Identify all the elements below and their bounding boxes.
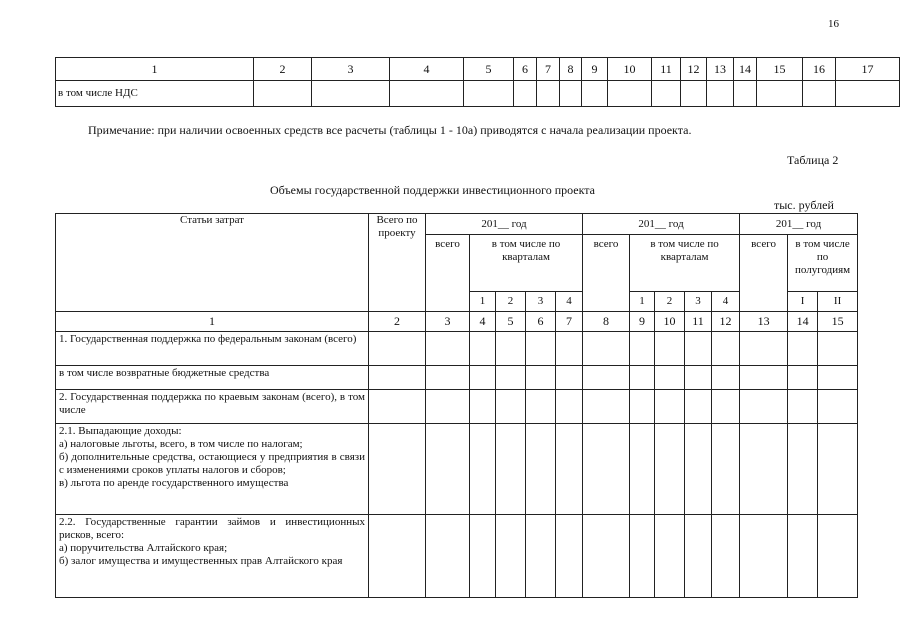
row-label: в том числе НДС [56, 81, 254, 107]
row-label-line: 1. Государственная поддержка по федеральным законам (всего) [59, 333, 357, 345]
table-cell [556, 390, 583, 424]
column-number-cell: 7 [556, 312, 583, 332]
table-cell [685, 332, 712, 366]
table-cell [426, 390, 470, 424]
table-cell [470, 332, 496, 366]
table-cell [496, 366, 526, 390]
table-cell [685, 515, 712, 598]
column-number-cell: 13 [707, 58, 734, 81]
header-by-quarters: в том числе по кварталам [470, 235, 583, 292]
column-number-cell: 7 [537, 58, 560, 81]
table-cell [630, 515, 655, 598]
table-cell [470, 424, 496, 515]
table-title: Объемы государственной поддержки инвестиционного проекта [270, 183, 595, 197]
header-year-3: 201__ год [740, 214, 858, 235]
table-1-header-row [56, 58, 900, 81]
column-number-cell: 5 [496, 312, 526, 332]
column-number-cell: 4 [390, 58, 464, 81]
table-cell [712, 390, 740, 424]
table-cell [655, 424, 685, 515]
column-number-cell: 15 [818, 312, 858, 332]
table-cell [312, 81, 390, 107]
header-total: всего [740, 235, 788, 312]
table-cell [526, 332, 556, 366]
table-cell [583, 515, 630, 598]
quarter-cell: 4 [712, 292, 740, 312]
quarter-cell: 3 [526, 292, 556, 312]
table-cell [496, 390, 526, 424]
row-label-line: б) залог имущества и имущественных прав Алтайского края [59, 555, 343, 567]
halfyear-cell: II [818, 292, 858, 312]
table-cell [526, 390, 556, 424]
row-label [56, 390, 369, 424]
table-cell [583, 390, 630, 424]
table-cell [712, 515, 740, 598]
column-number-cell: 14 [734, 58, 757, 81]
table-cell [630, 424, 655, 515]
table-row [56, 332, 858, 366]
table-cell [788, 390, 818, 424]
column-number-cell: 1 [56, 58, 254, 81]
table-cell [740, 332, 788, 366]
column-number-cell: 12 [712, 312, 740, 332]
column-number-cell: 3 [426, 312, 470, 332]
table-cell [556, 332, 583, 366]
table-cell [818, 390, 858, 424]
table-cell [514, 81, 537, 107]
table-cell [526, 424, 556, 515]
table-cell [685, 366, 712, 390]
table-cell [788, 515, 818, 598]
table-cell [757, 81, 803, 107]
table-cell [818, 366, 858, 390]
quarter-cell: 1 [470, 292, 496, 312]
table-cell [788, 424, 818, 515]
header-year-1: 201__ год [426, 214, 583, 235]
table-cell [496, 332, 526, 366]
header-total: всего [426, 235, 470, 312]
table-cell [426, 366, 470, 390]
table-cell [712, 332, 740, 366]
column-number-cell: 12 [681, 58, 707, 81]
row-label-line: в том числе возвратные бюджетные средства [59, 367, 270, 379]
table-cell [537, 81, 560, 107]
column-number-cell: 1 [56, 312, 369, 332]
table-cell [369, 515, 426, 598]
header-total: всего [583, 235, 630, 312]
header-costs: Статьи затрат [56, 214, 369, 312]
table-cell [740, 366, 788, 390]
table-cell [583, 332, 630, 366]
column-number-cell: 13 [740, 312, 788, 332]
column-number-cell: 11 [652, 58, 681, 81]
row-label-line: а) налоговые льготы, всего, в том числе по налогам; [59, 438, 303, 450]
table-row [56, 390, 858, 424]
table-cell [556, 366, 583, 390]
table-cell [560, 81, 582, 107]
table-cell [788, 332, 818, 366]
header-year-2: 201__ год [583, 214, 740, 235]
table-cell [803, 81, 836, 107]
quarter-cell: 1 [630, 292, 655, 312]
column-number-cell: 17 [836, 58, 900, 81]
table-row [56, 366, 858, 390]
quarter-cell: 3 [685, 292, 712, 312]
table-cell [630, 332, 655, 366]
page-number: 16 [828, 18, 839, 30]
table-cell [707, 81, 734, 107]
table-cell [655, 332, 685, 366]
column-number-cell: 9 [630, 312, 655, 332]
table-cell [681, 81, 707, 107]
table-cell [369, 366, 426, 390]
quarter-cell: 2 [655, 292, 685, 312]
table-cell [583, 366, 630, 390]
table-2 [55, 213, 858, 598]
table-row [56, 424, 858, 515]
table-cell [426, 515, 470, 598]
table-cell [464, 81, 514, 107]
table-row [56, 81, 900, 107]
header-by-quarters: в том числе по кварталам [630, 235, 740, 292]
table-cell [734, 81, 757, 107]
table-cell [630, 366, 655, 390]
table-cell [583, 424, 630, 515]
table-cell [426, 424, 470, 515]
row-label-line: 2. Государственная поддержка по краевым законам (всего), в том числе [59, 391, 365, 416]
table-cell [369, 390, 426, 424]
table-cell [685, 390, 712, 424]
table-cell [526, 515, 556, 598]
column-number-cell: 6 [514, 58, 537, 81]
table-cell [685, 424, 712, 515]
column-number-cell: 10 [655, 312, 685, 332]
table-cell [496, 424, 526, 515]
header-by-halfyears: в том числе по полугодиям [788, 235, 858, 292]
column-number-row [56, 312, 858, 332]
column-number-cell: 16 [803, 58, 836, 81]
row-label [56, 332, 369, 366]
row-label [56, 366, 369, 390]
table-cell [836, 81, 900, 107]
column-number-cell: 11 [685, 312, 712, 332]
column-number-cell: 2 [369, 312, 426, 332]
table-cell [582, 81, 608, 107]
table-cell [426, 332, 470, 366]
table-cell [556, 515, 583, 598]
quarter-cell: 4 [556, 292, 583, 312]
table-cell [369, 424, 426, 515]
table-cell [608, 81, 652, 107]
table-cell [818, 424, 858, 515]
table-cell [470, 366, 496, 390]
table-cell [655, 390, 685, 424]
halfyear-cell: I [788, 292, 818, 312]
column-number-cell: 3 [312, 58, 390, 81]
table-cell [655, 515, 685, 598]
table-cell [712, 424, 740, 515]
table-cell [788, 366, 818, 390]
table-cell [254, 81, 312, 107]
table-cell [818, 332, 858, 366]
table-label: Таблица 2 [787, 153, 839, 167]
row-label-line: 2.1. Выпадающие доходы: [59, 425, 182, 437]
table-cell [470, 390, 496, 424]
table-cell [526, 366, 556, 390]
row-label-line: в) льгота по аренде государственного имущества [59, 477, 289, 489]
column-number-cell: 14 [788, 312, 818, 332]
column-number-cell: 8 [583, 312, 630, 332]
row-label [56, 515, 369, 598]
column-number-cell: 6 [526, 312, 556, 332]
column-number-cell: 8 [560, 58, 582, 81]
row-label-line: а) поручительства Алтайского края; [59, 542, 228, 554]
row-label-line: б) дополнительные средства, остающиеся у предприятия в связи с изменениями сроков уплаты налогов и сборов; [59, 451, 365, 476]
table-cell [655, 366, 685, 390]
header-total-project: Всего по проекту [369, 214, 426, 312]
column-number-cell: 10 [608, 58, 652, 81]
table-cell [630, 390, 655, 424]
table-cell [556, 424, 583, 515]
table-cell [470, 515, 496, 598]
table-row [56, 515, 858, 598]
column-number-cell: 5 [464, 58, 514, 81]
table-cell [740, 390, 788, 424]
table-cell [369, 332, 426, 366]
table-cell [740, 515, 788, 598]
row-label-line: 2.2. Государственные гарантии займов и инвестиционных рисков, всего: [59, 516, 365, 541]
note-text: Примечание: при наличии освоенных средств все расчеты (таблицы 1 - 10а) приводятся с начала реализации проекта. [88, 123, 692, 137]
column-number-cell: 2 [254, 58, 312, 81]
column-number-cell: 9 [582, 58, 608, 81]
column-number-cell: 15 [757, 58, 803, 81]
table-1-fragment [55, 57, 900, 107]
column-number-cell: 4 [470, 312, 496, 332]
table-cell [740, 424, 788, 515]
table-cell [712, 366, 740, 390]
row-label [56, 424, 369, 515]
table-cell [652, 81, 681, 107]
quarter-cell: 2 [496, 292, 526, 312]
table-cell [496, 515, 526, 598]
units-label: тыс. рублей [774, 198, 834, 212]
table-cell [818, 515, 858, 598]
table-cell [390, 81, 464, 107]
